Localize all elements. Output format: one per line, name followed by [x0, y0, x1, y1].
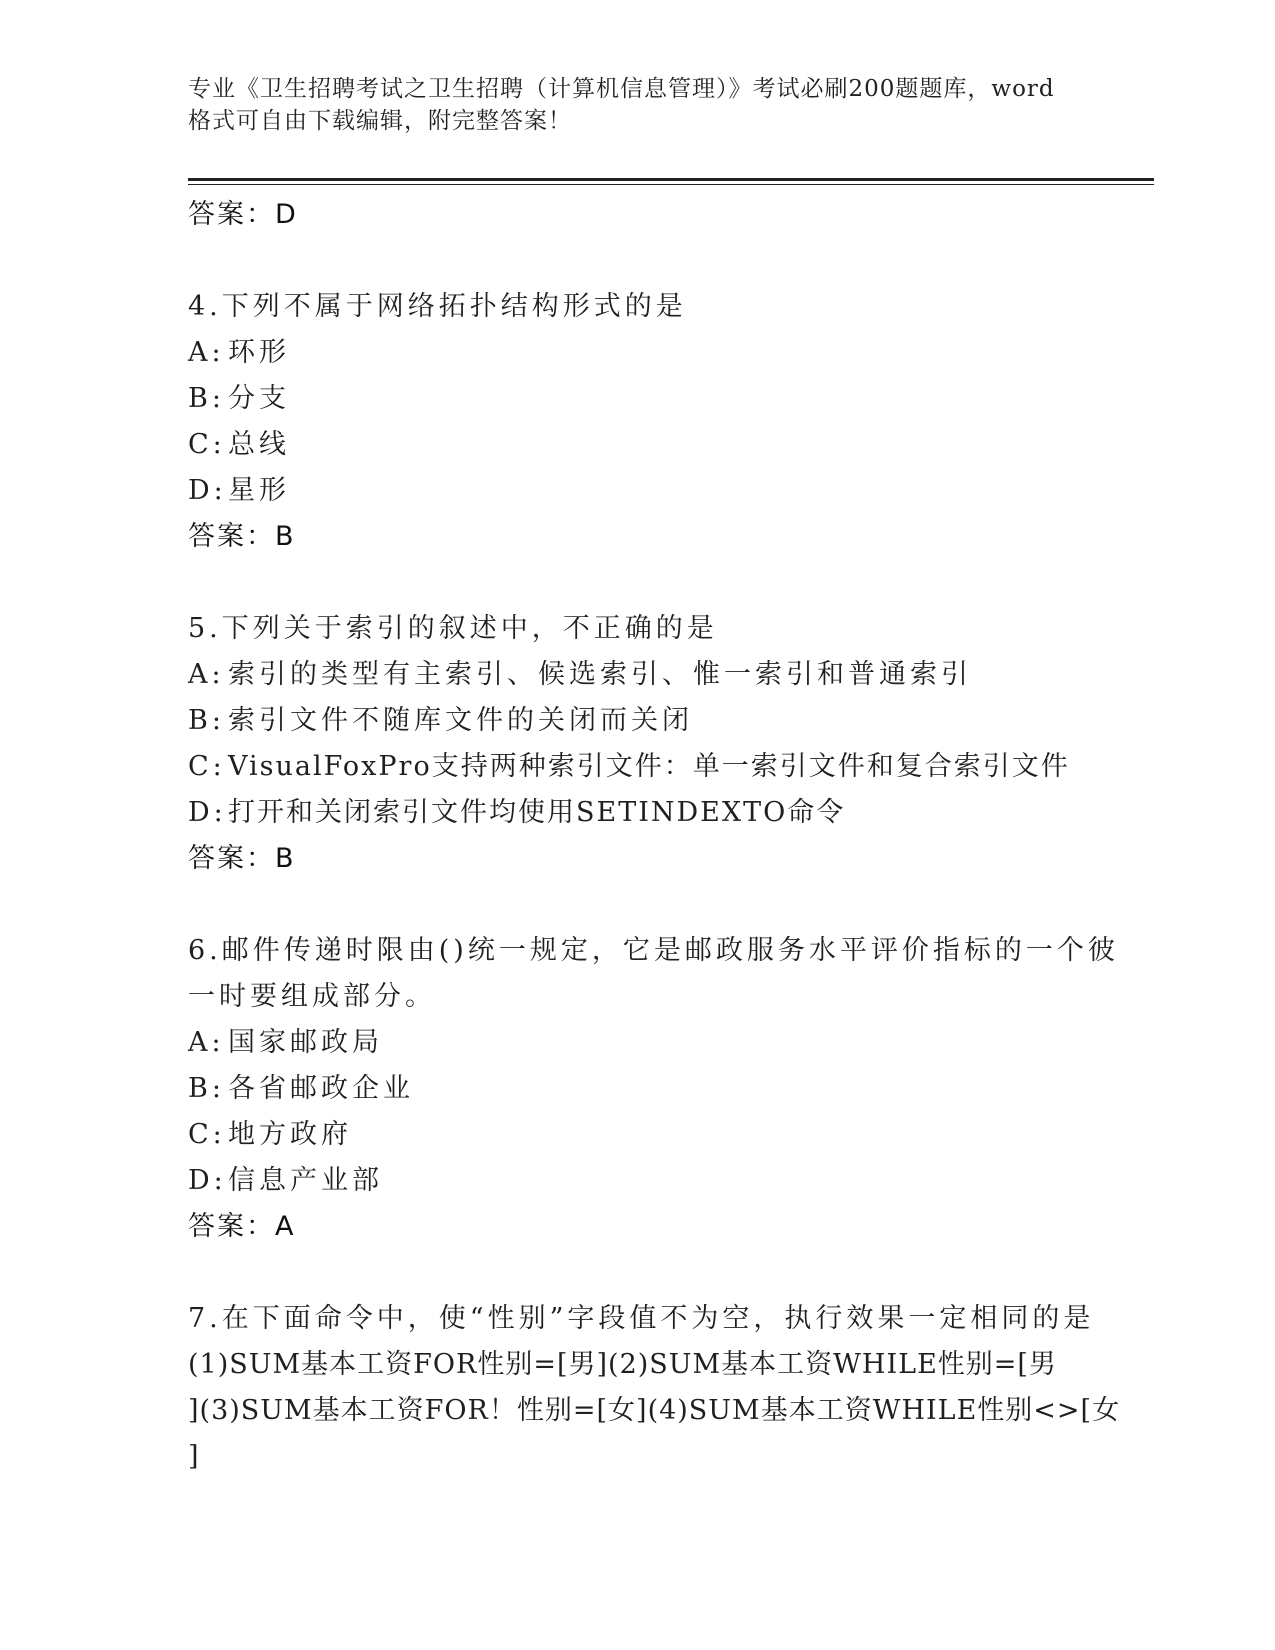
option-c [188, 422, 1088, 468]
option-text: 打开和关闭索引文件均使用SETINDEXTO命令 [228, 797, 846, 828]
question-stem: 5.下列关于索引的叙述中，不正确的是 [188, 613, 718, 644]
option-text: 索引的类型有主索引、候选索引、惟一索引和普通索引 [228, 659, 972, 690]
option-b [188, 376, 1088, 422]
option-letter: B: [188, 383, 225, 414]
question-7 [188, 1296, 1121, 1480]
option-letter: C: [188, 429, 226, 460]
question-6 [188, 928, 1119, 1250]
option-b [188, 698, 1088, 744]
option-text: 分支 [228, 383, 290, 414]
question-stem-line-1: 6.邮件传递时限由()统一规定，它是邮政服务水平评价指标的一个彼 [188, 935, 1119, 966]
option-letter: A: [188, 659, 225, 690]
option-a [188, 330, 1088, 376]
option-text: 环形 [228, 337, 290, 368]
option-letter: A: [188, 1027, 225, 1058]
option-text: 星形 [228, 475, 290, 506]
option-letter: C: [188, 1119, 226, 1150]
option-text: 各省邮政企业 [228, 1073, 414, 1104]
header-rule-thick [188, 178, 1154, 181]
question-stem-line-2: 一时要组成部分。 [188, 981, 436, 1012]
option-letter: D: [188, 797, 227, 828]
header-line-2: 格式可自由下载编辑，附完整答案！ [188, 108, 572, 134]
answer-label: 答案：B [188, 843, 296, 874]
option-d [188, 790, 1088, 836]
option-text: VisualFoxPro支持两种索引文件：单一索引文件和复合索引文件 [228, 751, 1070, 782]
header-rule-thin [188, 184, 1154, 185]
question-stem-line-4: ] [188, 1441, 203, 1472]
option-a [188, 652, 1088, 698]
option-letter: D: [188, 1165, 227, 1196]
question-list [188, 192, 1121, 1480]
question-stem-line-2: (1)SUM基本工资FOR性别=[男](2)SUM基本工资WHILE性别=[男 [188, 1349, 1057, 1380]
question-stem-line-3: ](3)SUM基本工资FOR！性别=[女](4)SUM基本工资WHILE性别<>[女 [188, 1395, 1121, 1426]
option-text: 国家邮政局 [228, 1027, 383, 1058]
question-stem-line-1: 7.在下面命令中，使“性别”字段值不为空，执行效果一定相同的是 [188, 1303, 1095, 1334]
document-header [188, 73, 1088, 137]
answer-label: 答案：B [188, 521, 296, 552]
option-text: 地方政府 [228, 1119, 352, 1150]
option-text: 总线 [228, 429, 290, 460]
answer-label: 答案：A [188, 1211, 296, 1242]
option-text: 信息产业部 [228, 1165, 383, 1196]
option-letter: A: [188, 337, 225, 368]
option-letter: B: [188, 705, 225, 736]
option-a [188, 1020, 1088, 1066]
answer-label: 答案：D [188, 199, 298, 230]
option-d [188, 1158, 1088, 1204]
option-b [188, 1066, 1088, 1112]
option-letter: C: [188, 751, 226, 782]
question-4 [188, 284, 1088, 560]
option-letter: B: [188, 1073, 225, 1104]
option-text: 索引文件不随库文件的关闭而关闭 [228, 705, 693, 736]
header-line-1: 专业《卫生招聘考试之卫生招聘（计算机信息管理）》考试必刷200题题库，word [188, 76, 1055, 102]
option-c [188, 1112, 1088, 1158]
question-stem: 4.下列不属于网络拓扑结构形式的是 [188, 291, 687, 322]
question-5 [188, 606, 1088, 882]
option-c [188, 744, 1088, 790]
option-d [188, 468, 1088, 514]
option-letter: D: [188, 475, 227, 506]
